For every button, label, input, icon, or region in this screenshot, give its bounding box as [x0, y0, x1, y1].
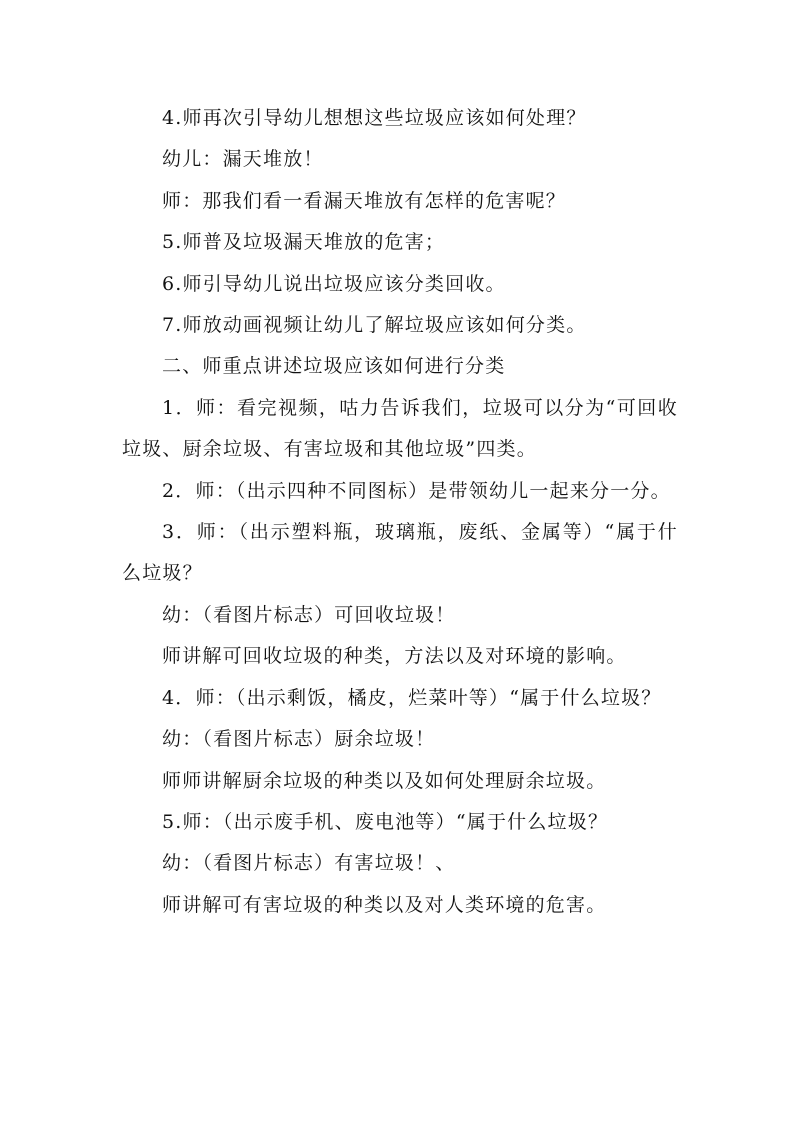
paragraph-child-kitchen: 幼：（看图片标志）厨余垃圾！ — [162, 728, 436, 751]
paragraph-item-3-recyclables: 3．师：（出示塑料瓶，玻璃瓶，废纸、金属等）“属于什么垃圾？ — [122, 521, 678, 585]
paragraph-child-hazardous: 幼：（看图片标志）有害垃圾！、 — [162, 852, 456, 875]
paragraph-child-recyclable: 幼：（看图片标志）可回收垃圾！ — [162, 603, 456, 626]
paragraph-step-7: 7.师放动画视频让幼儿了解垃圾应该如何分类。 — [162, 314, 587, 337]
paragraph-teacher-kitchen: 师师讲解厨余垃圾的种类以及如何处理厨余垃圾。 — [162, 769, 607, 792]
paragraph-item-1-four-categories: 1．师：看完视频，咕力告诉我们，垃圾可以分为“可回收垃圾、厨余垃圾、有害垃圾和其他垃圾”四类。 — [122, 396, 678, 461]
paragraph-teacher-harm-question: 师：那我们看一看漏天堆放有怎样的危害呢？ — [162, 189, 567, 212]
paragraph-step-4-question: 4.师再次引导幼儿想想这些垃圾应该如何处理？ — [162, 107, 587, 129]
paragraph-step-5: 5.师普及垃圾漏天堆放的危害； — [162, 231, 446, 254]
paragraph-teacher-hazardous: 师讲解可有害垃圾的种类以及对人类环境的危害。 — [162, 893, 607, 916]
document-body — [122, 98, 678, 926]
paragraph-step-6: 6.师引导幼儿说出垃圾应该分类回收。 — [162, 272, 506, 295]
section-heading-two: 二、师重点讲述垃圾应该如何进行分类 — [162, 355, 506, 378]
paragraph-item-4-kitchen: 4．师：（出示剩饭，橘皮，烂菜叶等）“属于什么垃圾？ — [162, 686, 662, 709]
paragraph-item-5-hazardous: 5.师：（出示废手机、废电池等）“属于什么垃圾？ — [162, 810, 609, 833]
paragraph-child-answer-open-dumping: 幼儿：漏天堆放！ — [162, 148, 324, 171]
paragraph-item-2-icons: 2．师：（出示四种不同图标）是带领幼儿一起来分一分。 — [162, 479, 671, 502]
paragraph-teacher-recyclable: 师讲解可回收垃圾的种类，方法以及对环境的影响。 — [162, 645, 627, 668]
